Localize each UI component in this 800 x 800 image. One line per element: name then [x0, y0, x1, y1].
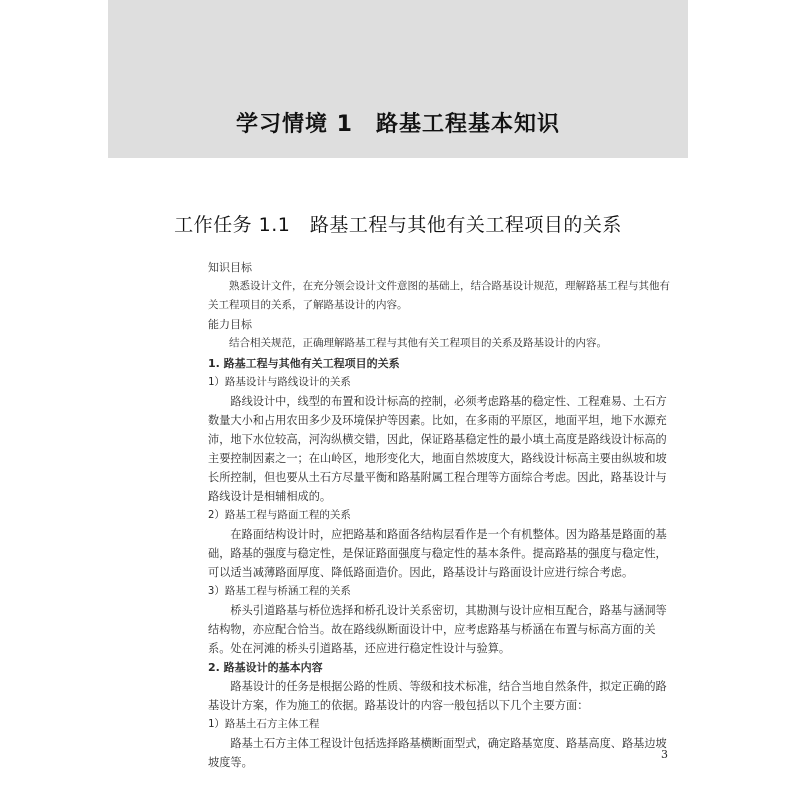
book-page — [108, 0, 688, 800]
section-1-sub3: 3）路基工程与桥涵工程的关系 — [208, 585, 351, 597]
chapter-banner — [108, 0, 688, 158]
section-2-heading: 2. 路基设计的基本内容 — [208, 661, 323, 674]
ability-goals-heading: 能力目标 — [208, 318, 252, 331]
page-number: 3 — [661, 748, 668, 761]
chapter-title: 学习情境 1 路基工程基本知识 — [236, 112, 560, 137]
section-2-para2: 路基土石方主体工程设计包括选择路基横断面型式，确定路基宽度、路基高度、路基边坡坡度等。 — [208, 737, 667, 769]
section-2-para1: 路基设计的任务是根据公路的性质、等级和技术标准，结合当地自然条件，拟定正确的路基设计方案，作为施工的依据。路基设计的内容一般包括以下几个主要方面： — [208, 680, 667, 712]
section-1-sub2: 2）路基工程与路面工程的关系 — [208, 509, 351, 521]
knowledge-goals-heading: 知识目标 — [208, 261, 252, 274]
knowledge-goals-text: 熟悉设计文件，在充分领会设计文件意图的基础上，结合路基设计规范，理解路基工程与其他有关工程项目的关系，了解路基设计的内容。 — [208, 280, 670, 311]
task-title: 工作任务 1.1 路基工程与其他有关工程项目的关系 — [174, 214, 622, 236]
section-1-para2: 在路面结构设计时，应把路基和路面各结构层看作是一个有机整体。因为路基是路面的基础，路基的强度与稳定性，是保证路面强度与稳定性的基本条件。提高路基的强度与稳定性，可以适当减薄路面厚度、降低路面造价。因此，路基设计与路面设计应进行综合考虑。 — [208, 528, 667, 579]
section-1-para1: 路线设计中，线型的布置和设计标高的控制，必须考虑路基的稳定性、工程难易、土石方数量大小和占用农田多少及环境保护等因素。比如，在多雨的平原区，地面平坦，地下水源充沛，地下水位较高，河沟纵横交错，因此，保证路基稳定性的最小填土高度是路线设计标高的主要控制因素之一；在山岭区，地形变化大，地面自然坡度大，路线设计标高主要由纵坡和坡长所控制，但也要从土石方尽量平衡和路基附属工程合理等方面综合考虑。因此，路基设计与路线设计是相辅相成的。 — [208, 395, 667, 503]
section-1-sub1: 1）路基设计与路线设计的关系 — [208, 376, 351, 388]
section-1-para3: 桥头引道路基与桥位选择和桥孔设计关系密切，其勘测与设计应相互配合，路基与涵洞等结构物，亦应配合恰当。故在路线纵断面设计中，应考虑路基与桥涵在布置与标高方面的关系。处在河滩的桥头引道路基，还应进行稳定性设计与验算。 — [208, 604, 667, 655]
learning-goals — [208, 258, 670, 353]
section-1 — [208, 354, 670, 772]
ability-goals-text: 结合相关规范，正确理解路基工程与其他有关工程项目的关系及路基设计的内容。 — [229, 337, 607, 349]
section-1-heading: 1. 路基工程与其他有关工程项目的关系 — [208, 357, 400, 370]
section-2-sub1: 1）路基土石方主体工程 — [208, 718, 320, 730]
